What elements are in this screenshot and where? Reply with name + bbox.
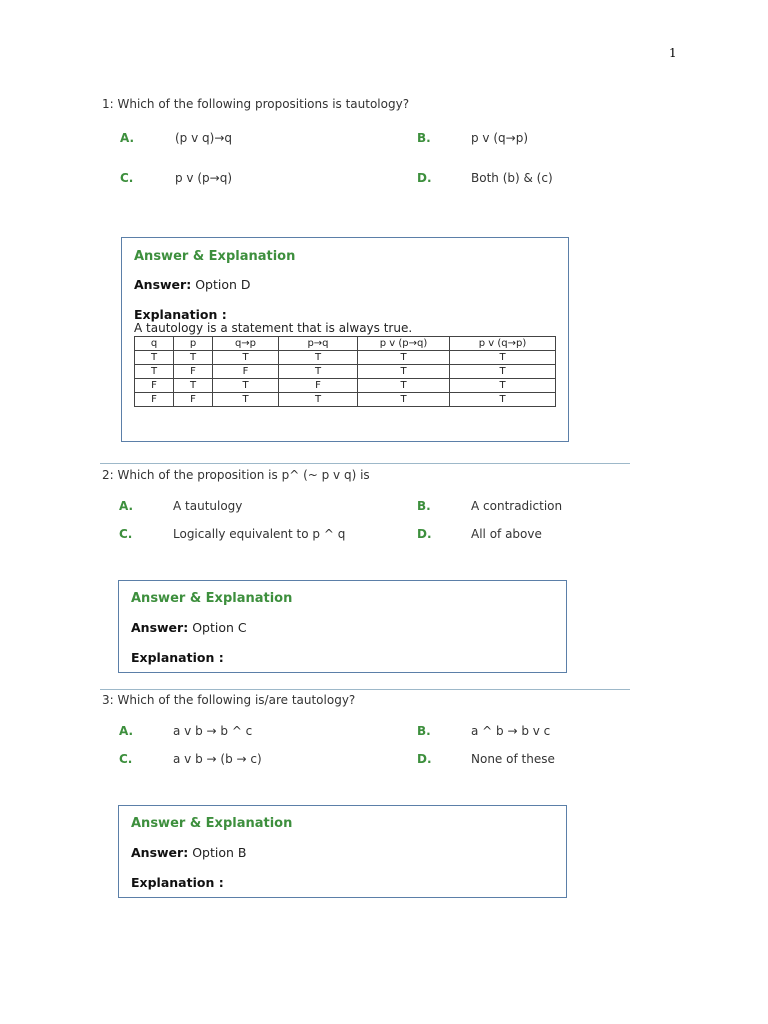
truth-table-cell: T [358,379,450,393]
truth-table-cell: T [358,351,450,365]
q1-option-d-text[interactable]: Both (b) & (c) [471,171,553,185]
q1-option-a-letter: A. [120,131,135,145]
q3-option-d-text[interactable]: None of these [471,752,555,766]
q2-answer-line [131,620,247,635]
truth-table-cell: T [358,393,450,407]
q1-box-title: Answer & Explanation [134,249,296,264]
truth-table-cell: F [279,379,358,393]
question-divider [100,463,630,464]
q3-option-c-letter: C. [119,752,133,766]
question-3-text: 3: Which of the following is/are tautology? [102,693,356,707]
truth-table-cell: T [213,379,279,393]
q3-option-c-text[interactable]: a v b → (b → c) [173,752,262,766]
q1-explanation-label: Explanation : [134,307,227,322]
q1-option-b-text[interactable]: p v (q→p) [471,131,528,145]
q3-option-d-letter: D. [417,752,432,766]
q1-answer-label: Answer: [134,277,192,292]
truth-table-cell: T [279,393,358,407]
truth-table-cell: T [135,365,174,379]
truth-table-header: q→p [213,337,279,351]
truth-table-cell: F [174,393,213,407]
truth-table-cell: T [213,351,279,365]
truth-table-cell: T [450,393,556,407]
question-2-text: 2: Which of the proposition is p^ (~ p v q) is [102,468,370,482]
truth-table-cell: T [213,393,279,407]
q3-option-a-text[interactable]: a v b → b ^ c [173,724,253,738]
q3-answer-box [118,805,567,898]
q1-answer-value: Option D [195,277,251,292]
q3-explanation-label: Explanation : [131,875,224,890]
truth-table-cell: F [213,365,279,379]
q3-box-title: Answer & Explanation [131,816,293,831]
q2-answer-value: Option C [192,620,247,635]
q2-option-a-letter: A. [119,499,134,513]
q2-option-b-text[interactable]: A contradiction [471,499,563,513]
truth-table-header-row [135,337,556,351]
q3-option-a-letter: A. [119,724,134,738]
table-row [135,365,556,379]
table-row [135,393,556,407]
truth-table-cell: F [174,365,213,379]
question-divider [100,689,630,690]
truth-table-cell: T [279,365,358,379]
page-number: 1 [669,46,677,60]
q2-answer-box [118,580,567,673]
truth-table-cell: T [450,379,556,393]
truth-table-cell: T [174,379,213,393]
q1-option-c-text[interactable]: p v (p→q) [175,171,232,185]
truth-table-cell: T [358,365,450,379]
truth-table-header: p v (p→q) [358,337,450,351]
truth-table-header: p [174,337,213,351]
q2-explanation-label: Explanation : [131,650,224,665]
question-1-text: 1: Which of the following propositions is tautology? [102,97,410,111]
q2-option-c-text[interactable]: Logically equivalent to p ^ q [173,527,346,541]
truth-table-cell: T [174,351,213,365]
table-row [135,379,556,393]
truth-table-header: q [135,337,174,351]
truth-table-cell: F [135,379,174,393]
q1-explanation-text: A tautology is a statement that is always true. [134,321,413,335]
truth-table-cell: T [450,365,556,379]
truth-table-header: p→q [279,337,358,351]
q1-answer-line [134,277,251,292]
truth-table-cell: T [450,351,556,365]
q2-answer-label: Answer: [131,620,189,635]
q2-box-title: Answer & Explanation [131,591,293,606]
q2-option-a-text[interactable]: A tautulogy [173,499,243,513]
q3-answer-value: Option B [192,845,247,860]
truth-table-cell: T [135,351,174,365]
q3-option-b-text[interactable]: a ^ b → b v c [471,724,551,738]
truth-table-header: p v (q→p) [450,337,556,351]
q1-option-d-letter: D. [417,171,432,185]
q2-option-b-letter: B. [417,499,431,513]
truth-table [134,336,556,407]
q1-option-c-letter: C. [120,171,134,185]
q1-option-b-letter: B. [417,131,431,145]
q2-option-d-text[interactable]: All of above [471,527,542,541]
q2-option-d-letter: D. [417,527,432,541]
q1-option-a-text[interactable]: (p v q)→q [175,131,232,145]
table-row [135,351,556,365]
q3-answer-label: Answer: [131,845,189,860]
q2-option-c-letter: C. [119,527,133,541]
q3-option-b-letter: B. [417,724,431,738]
q3-answer-line [131,845,246,860]
q1-answer-box [121,237,569,442]
truth-table-cell: T [279,351,358,365]
truth-table-cell: F [135,393,174,407]
